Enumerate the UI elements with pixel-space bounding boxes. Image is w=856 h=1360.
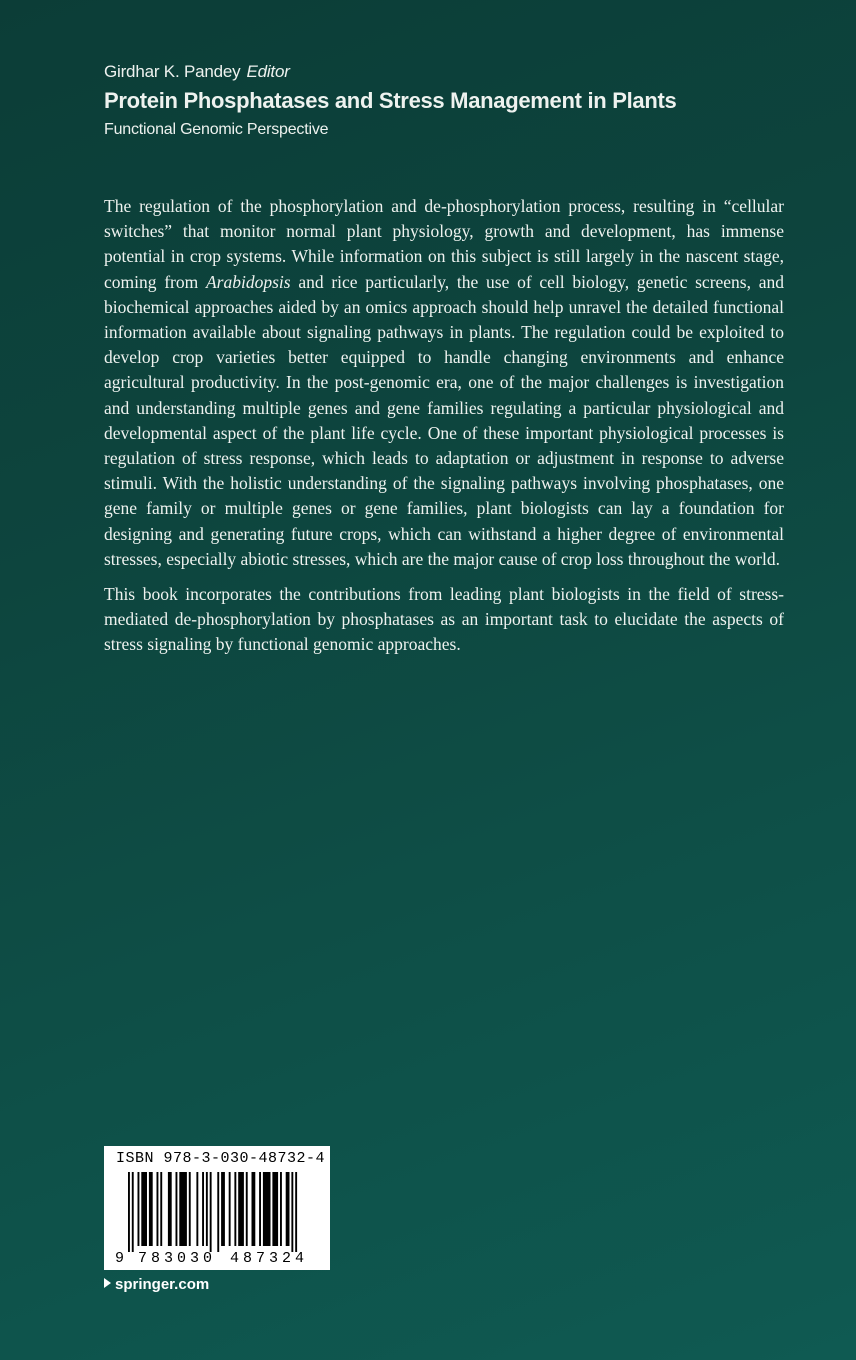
barcode-digits-right: 487324 [230, 1250, 309, 1264]
barcode-bar [168, 1172, 172, 1246]
barcode-bar [141, 1172, 147, 1246]
editor-name: Girdhar K. Pandey [104, 62, 241, 81]
barcode-bar [272, 1172, 278, 1246]
barcode-bar [202, 1172, 204, 1246]
barcode-bar [160, 1172, 162, 1246]
barcode-bar [138, 1172, 140, 1246]
arrow-right-icon [104, 1278, 111, 1288]
blurb-paragraph-1 [104, 194, 784, 572]
blurb-text-1b: and rice particularly, the use of cell biology, genetic screens, and biochemical approaches aided by an omics approach should help unravel the detailed functional information available about signaling pathways in plants. The regulation could be exploited to develop crop varieties better equipped to handle changing environments and enhance agricultural productivity. In the post-genomic era, one of the major challenges is investigation and understanding multiple genes and gene families regulating a particular physiological and developmental aspect of the plant life cycle. One of these important physiological processes is regulation of stress response, which leads to adaptation or adjustment in response to adverse stimuli. With the holistic understanding of the signaling pathways involving phosphatases, one gene family or multiple genes or gene families, plant biologists can lay a foundation for designing and generating future crops, which can withstand a higher degree of environmental stresses, especially abiotic stresses, which are the major cause of crop loss throughout the world. [104, 271, 784, 569]
barcode-bar [246, 1172, 248, 1246]
cover-header [104, 60, 676, 142]
barcode-bar [179, 1172, 187, 1246]
barcode-bar [263, 1172, 271, 1246]
barcode [114, 1172, 320, 1264]
blurb-italic-term: Arabidopsis [205, 271, 291, 292]
book-subtitle: Functional Genomic Perspective [104, 121, 329, 138]
publisher-link[interactable] [104, 1276, 209, 1293]
barcode-bar [280, 1172, 282, 1246]
barcode-bar [128, 1172, 130, 1252]
blurb-text-1a: The regulation of the phosphorylation and de-phosphorylation process, resulting in “cellular switches” that monitor normal plant physiology, growth and development, has immense potential in crop systems. While information on this subject is still largely in the nascent stage, coming from [104, 196, 784, 292]
barcode-bar [176, 1172, 178, 1246]
barcode-bar [291, 1172, 293, 1252]
barcode-bar [229, 1172, 231, 1246]
barcode-bar [157, 1172, 159, 1246]
barcode-bar [196, 1172, 198, 1246]
barcode-bar [252, 1172, 256, 1246]
barcode-bar [234, 1172, 236, 1246]
barcode-bar [221, 1172, 225, 1246]
barcode-bar [132, 1172, 134, 1252]
barcode-digit-lead: 9 [115, 1250, 125, 1264]
barcode-bar [259, 1172, 261, 1246]
editor-line [104, 60, 676, 84]
editor-role: Editor [246, 62, 290, 81]
barcode-bar [295, 1172, 297, 1252]
barcode-bar [286, 1172, 290, 1246]
barcode-bar [217, 1172, 219, 1252]
barcode-bar [149, 1172, 153, 1246]
isbn-label: ISBN 978-3-030-48732-4 [116, 1150, 326, 1167]
barcode-bar [206, 1172, 208, 1246]
publisher-url: springer.com [115, 1276, 210, 1293]
blurb-paragraph-2: This book incorporates the contributions from leading plant biologists in the field of stress-mediated de-phosphorylation by phosphatases as an important task to elucidate the aspects of stress signaling by functional genomic approaches. [104, 584, 784, 655]
isbn-barcode-box [104, 1146, 330, 1270]
book-title: Protein Phosphatases and Stress Management in Plants [104, 88, 677, 113]
barcode-bar [238, 1172, 244, 1246]
barcode-bar [210, 1172, 212, 1252]
barcode-digits-left: 783030 [138, 1250, 217, 1264]
barcode-bar [189, 1172, 191, 1246]
back-cover-blurb [104, 194, 784, 668]
